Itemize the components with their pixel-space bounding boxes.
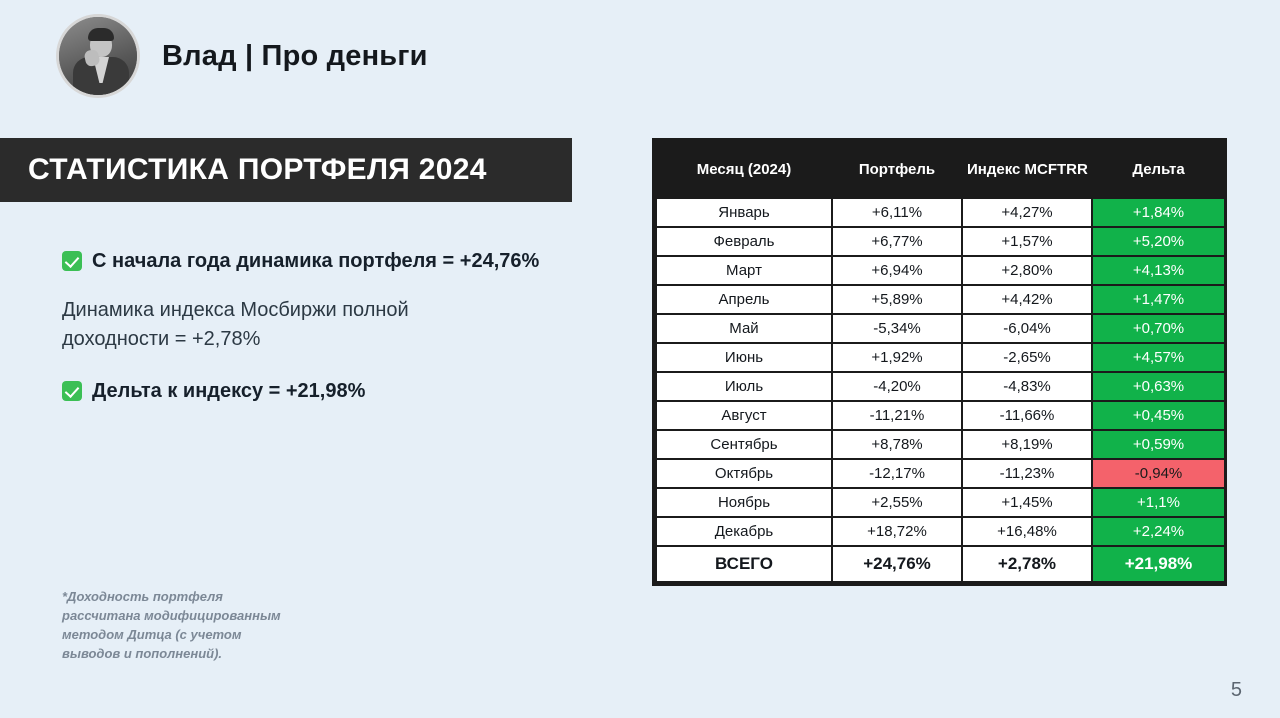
cell-index: +2,78% — [962, 546, 1092, 582]
cell-month: Апрель — [656, 285, 832, 314]
bullet-ytd-portfolio-label: С начала года динамика портфеля = +24,76% — [92, 250, 540, 272]
cell-portfolio: -12,17% — [832, 459, 962, 488]
statistics-table-container — [652, 138, 1227, 586]
cell-month: Декабрь — [656, 517, 832, 546]
cell-index: -4,83% — [962, 372, 1092, 401]
table-row — [656, 372, 1225, 401]
table-header-row — [656, 142, 1225, 198]
bullet-delta-to-index-label: Дельта к индексу = +21,98% — [92, 380, 366, 402]
check-icon — [62, 381, 82, 401]
cell-delta: +21,98% — [1092, 546, 1225, 582]
statistics-table — [655, 141, 1226, 583]
avatar-hair — [88, 28, 114, 41]
cell-index: +16,48% — [962, 517, 1092, 546]
table-header — [656, 142, 1225, 198]
cell-delta: +1,1% — [1092, 488, 1225, 517]
cell-portfolio: -5,34% — [832, 314, 962, 343]
cell-index: -6,04% — [962, 314, 1092, 343]
avatar — [56, 14, 140, 98]
cell-month: Август — [656, 401, 832, 430]
table-row — [656, 517, 1225, 546]
cell-delta: +5,20% — [1092, 227, 1225, 256]
cell-portfolio: +2,55% — [832, 488, 962, 517]
cell-index: +1,45% — [962, 488, 1092, 517]
cell-portfolio: +8,78% — [832, 430, 962, 459]
cell-month: ВСЕГО — [656, 546, 832, 582]
cell-index: +1,57% — [962, 227, 1092, 256]
check-icon — [62, 251, 82, 271]
cell-delta: +2,24% — [1092, 517, 1225, 546]
cell-portfolio: +6,77% — [832, 227, 962, 256]
cell-portfolio: -4,20% — [832, 372, 962, 401]
cell-portfolio: +1,92% — [832, 343, 962, 372]
cell-portfolio: +6,11% — [832, 198, 962, 227]
section-title-bar — [0, 138, 572, 202]
cell-month: Май — [656, 314, 832, 343]
cell-index: -2,65% — [962, 343, 1092, 372]
cell-month: Июнь — [656, 343, 832, 372]
column-header-month: Месяц (2024) — [656, 142, 832, 198]
column-header-index: Индекс MCFTRR — [962, 142, 1092, 198]
cell-month: Март — [656, 256, 832, 285]
cell-index: +8,19% — [962, 430, 1092, 459]
cell-index: -11,23% — [962, 459, 1092, 488]
table-row — [656, 256, 1225, 285]
cell-portfolio: +6,94% — [832, 256, 962, 285]
cell-delta: +0,63% — [1092, 372, 1225, 401]
bullet-ytd-portfolio — [62, 248, 642, 274]
column-header-portfolio: Портфель — [832, 142, 962, 198]
column-header-delta: Дельта — [1092, 142, 1225, 198]
table-row — [656, 227, 1225, 256]
cell-delta: +4,13% — [1092, 256, 1225, 285]
table-row — [656, 343, 1225, 372]
table-row-total — [656, 546, 1225, 582]
bullet-delta-to-index — [62, 378, 642, 404]
bullet-index-dynamics: Динамика индекса Мосбиржи полной доходности = +2,78% — [62, 299, 409, 350]
cell-portfolio: -11,21% — [832, 401, 962, 430]
cell-month: Февраль — [656, 227, 832, 256]
footnote: *Доходность портфеля рассчитана модифицированным методом Дитца (с учетом выводов и пополнений). — [62, 589, 281, 661]
cell-delta: -0,94% — [1092, 459, 1225, 488]
cell-month: Январь — [656, 198, 832, 227]
cell-delta: +1,84% — [1092, 198, 1225, 227]
header — [56, 14, 428, 98]
cell-index: +2,80% — [962, 256, 1092, 285]
cell-delta: +0,59% — [1092, 430, 1225, 459]
cell-delta: +1,47% — [1092, 285, 1225, 314]
cell-month: Октябрь — [656, 459, 832, 488]
table-row — [656, 314, 1225, 343]
cell-portfolio: +18,72% — [832, 517, 962, 546]
table-row — [656, 488, 1225, 517]
cell-month: Сентябрь — [656, 430, 832, 459]
table-row — [656, 430, 1225, 459]
cell-delta: +0,45% — [1092, 401, 1225, 430]
cell-index: -11,66% — [962, 401, 1092, 430]
table-row — [656, 285, 1225, 314]
cell-index: +4,27% — [962, 198, 1092, 227]
table-row — [656, 459, 1225, 488]
summary-bullets — [62, 248, 642, 426]
cell-month: Июль — [656, 372, 832, 401]
page-number: 5 — [1230, 679, 1242, 701]
table-row — [656, 401, 1225, 430]
cell-delta: +4,57% — [1092, 343, 1225, 372]
cell-portfolio: +5,89% — [832, 285, 962, 314]
cell-delta: +0,70% — [1092, 314, 1225, 343]
page-title: Влад | Про деньги — [162, 39, 428, 72]
cell-index: +4,42% — [962, 285, 1092, 314]
table-row — [656, 198, 1225, 227]
table-body — [656, 198, 1225, 582]
section-title-text: СТАТИСТИКА ПОРТФЕЛЯ 2024 — [28, 153, 487, 186]
cell-month: Ноябрь — [656, 488, 832, 517]
cell-portfolio: +24,76% — [832, 546, 962, 582]
